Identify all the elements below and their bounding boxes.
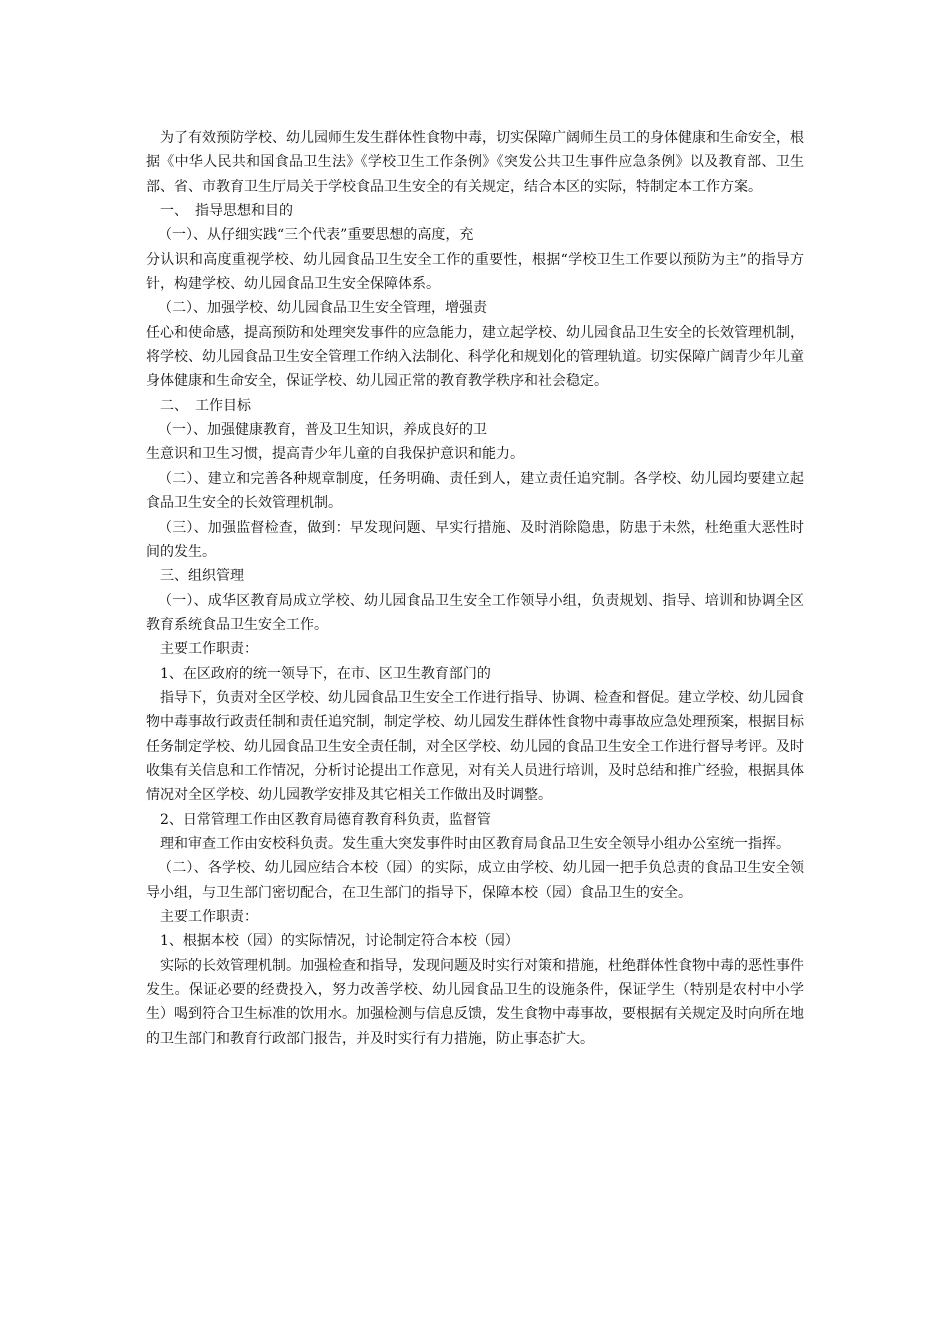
paragraph-3-1: （一）、成华区教育局成立学校、幼儿园食品卫生安全工作领导小组，负责规划、指导、培训和协调全区教育系统食品卫生安全工作。 — [146, 592, 804, 633]
heading-section-1: 一、 指导思想和目的 — [160, 203, 293, 220]
heading-section-2: 二、 工作目标 — [160, 397, 251, 414]
duties-label-1: 主要工作职责： — [160, 641, 258, 658]
paragraph-2-2: （二）、建立和完善各种规章制度，任务明确、责任到人，建立责任追究制。各学校、幼儿园均要建立起食品卫生安全的长效管理机制。 — [146, 470, 804, 512]
paragraph-intro: 为了有效预防学校、幼儿园师生发生群体性食物中毒，切实保障广阔师生员工的身体健康和生命安全，根据《中华人民共和国食品卫生法》《学校卫生工作条例》《突发公共卫生事件应急条例》以及教育部、卫生部、省、市教育卫生厅局关于学校食品卫生安全的有关规定，结合本区的实际，特制定本工作方案。 — [146, 130, 804, 195]
duty-1-start: 1、在区政府的统一领导下，在市、区卫生教育部门的 — [160, 665, 491, 682]
duty-2-cont: 理和审查工作由安校科负责。发生重大突发事件时由区教育局食品卫生安全领导小组办公室统一指挥。 — [160, 835, 790, 852]
duty-school-1-start: 1、根据本校（园）的实际情况，讨论制定符合本校（园） — [160, 933, 519, 950]
paragraph-2-3: （三）、加强监督检查，做到：早发现问题、早实行措施、及时消除隐患，防患于未然，杜绝重大恶性时间的发生。 — [146, 519, 804, 560]
paragraph-2-1-cont: 生意识和卫生习惯，提高青少年儿童的自我保护意识和能力。 — [146, 446, 524, 463]
duty-school-1-cont: 实际的长效管理机制。加强检查和指导，发现问题及时实行对策和措施，杜绝群体性食物中毒的恶性事件发生。保证必要的经费投入，努力改善学校、幼儿园食品卫生的设施条件，保证学生（特别是农村中小学生）喝到符合卫生标准的饮用水。加强检测与信息反馈，发生食物中毒事故，要根据有关规定及时向所在地的卫生部门和教育行政部门报告，并及时实行有力措施，防止事态扩大。 — [146, 957, 804, 1047]
paragraph-3-2: （二）、各学校、幼儿园应结合本校（园）的实际，成立由学校、幼儿园一把手负总责的食品卫生安全领导小组，与卫生部门密切配合，在卫生部门的指导下，保障本校（园）食品卫生的安全。 — [146, 860, 804, 901]
paragraph-1-1-start: （一）、从仔细实践“三个代表”重要思想的高度，充 — [158, 227, 474, 244]
paragraph-1-2-cont: 任心和使命感，提高预防和处理突发事件的应急能力，建立起学校、幼儿园食品卫生安全的长效管理机制，将学校、幼儿园食品卫生安全管理工作纳入法制化、科学化和规划化的管理轨道。切实保障广阔青少年儿童身体健康和生命安全，保证学校、幼儿园正常的教育教学秩序和社会稳定。 — [146, 324, 804, 390]
paragraph-2-1-start: （一）、加强健康教育，普及卫生知识，养成良好的卫 — [158, 422, 487, 439]
duty-2-start: 2、日常管理工作由区教育局德育教育科负责，监督管 — [160, 811, 491, 828]
paragraph-1-1-cont: 分认识和高度重视学校、幼儿园食品卫生安全工作的重要性，根据“学校卫生工作要以预防为主”的指导方针，构建学校、幼儿园食品卫生安全保障体系。 — [146, 251, 804, 293]
document-body — [146, 126, 804, 1051]
duty-1-cont: 指导下，负责对全区学校、幼儿园食品卫生安全工作进行指导、协调、检查和督促。建立学校、幼儿园食物中毒事故行政责任制和责任追究制，制定学校、幼儿园发生群体性食物中毒事故应急处理预案，根据目标任务制定学校、幼儿园食品卫生安全责任制，对全区学校、幼儿园的食品卫生安全工作进行督导考评。及时收集有关信息和工作情况，分析讨论提出工作意见，对有关人员进行培训，及时总结和推广经验，根据具体情况对全区学校、幼儿园教学安排及其它相关工作做出及时调整。 — [146, 689, 804, 804]
heading-section-3: 三、组织管理 — [160, 568, 244, 585]
duties-label-2: 主要工作职责： — [160, 909, 258, 925]
paragraph-1-2-start: （二）、加强学校、幼儿园食品卫生安全管理，增强责 — [158, 300, 487, 317]
